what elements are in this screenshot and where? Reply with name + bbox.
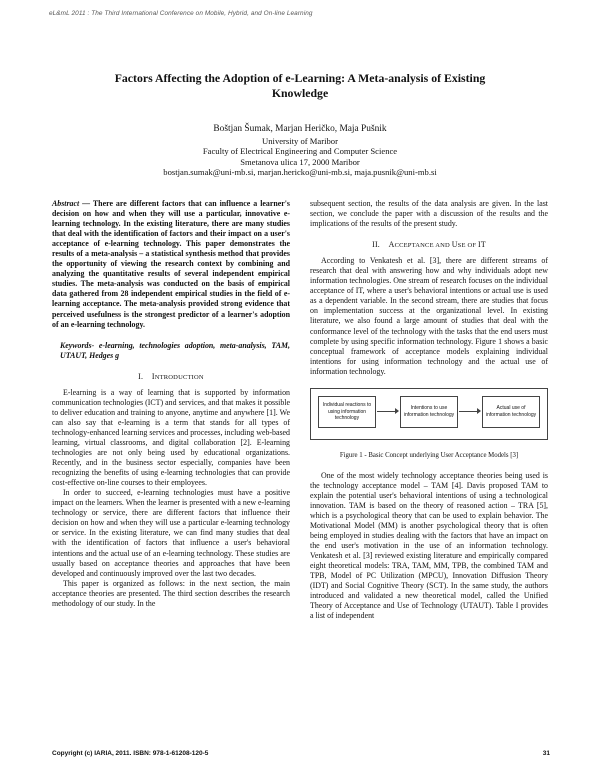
acceptance-paragraph-2: One of the most widely technology acceptance theories being used is the technology acceptance model – TAM [4]. Davis proposed TAM to explain the potential user's behavioral intentions of using a technological innovation. TAM is based on the theory of reasoned action – TRA [5], which is a psychological theory that can be used to explain behavior. The Motivational Model (MM) is another psychological theory that is often being employed in studies dealing with the factors that have an impact on the end user's motivation in the use of an information technology. Venkatesh et al. [3] reviewed existing literature and empirically compared eight theoretical models: TRA, TAM, MM, TPB, the combined TAM and TPB, Model of PC Utilization (MPCU), Innovation Diffusion Theory (IDT) and Social Cognitive Theory (SCT). In the same study, the authors introduced and validated a new theoretical model, called the Unified Theory of Acceptance and Use of Technology (UTAUT). Table I provides a list of independent — [310, 470, 548, 621]
author-emails: bostjan.sumak@uni-mb.si, marjan.hericko@uni-mb.si, maja.pusnik@uni-mb.si — [163, 167, 437, 177]
box-actual-use: Actual use of information technology — [482, 396, 540, 428]
section-title-a: A — [388, 240, 395, 250]
author-block — [60, 124, 540, 178]
arrow-reactions-to-intentions — [377, 411, 398, 412]
box-intentions-to-use: Intentions to use information technology — [400, 396, 458, 428]
intro-paragraph-1: E-learning is a way of learning that is supported by information communication technologies (ICT) and services, and that makes it possible to deliver education and training to anyone, anytime and anywhere [1]. We can also say that e-learning is a term that stands for all types of technology-enhanced learning services and processes, including web-based learning, virtual classrooms, and digital collaboration [2]. E-learning technologies are not only being used by educational organizations. Recently, and in the business sector especially, companies have been recognizing the benefits of using e-learning technologies that can provide cost-effective on-line courses to their employees. — [52, 387, 290, 488]
intro-paragraph-3: This paper is organized as follows: in the next section, the main acceptance theories are presented. The third section describes the research methodology of our study. In the — [52, 578, 290, 608]
author-names: Boštjan Šumak, Marjan Heričko, Maja Pušnik — [213, 124, 387, 134]
section-title-c: U — [451, 240, 458, 250]
figure-1-diagram — [310, 388, 548, 440]
right-column — [310, 199, 548, 622]
affiliation-address: Smetanova ulica 17, 2000 Maribor — [240, 156, 360, 167]
left-column — [52, 199, 290, 609]
title-line-2: Knowledge — [271, 86, 329, 100]
right-continuation-paragraph: subsequent section, the results of the data analysis are given. In the last section, we conclude the paper with a discussion of the results and the implications of the results of the present study. — [310, 199, 548, 229]
section-title-initial: I — [151, 371, 155, 381]
intro-paragraph-2: In order to succeed, e-learning technologies must have a positive impact on the learners. When the learner is presented with a new e-learning technology or service, there are different factors that influence their decision on how and when they will use a particular e-learning technology or service. In the existing literature, we can find many studies that deal with the identification of factors that influence a user's behavioral intentions and the actual use of an e-learning technology. These studies are usually based on acceptance theories and approaches that have been developed and continuously improved over the last two decades. — [52, 488, 291, 578]
section-heading-introduction — [52, 372, 290, 383]
abstract — [52, 199, 290, 330]
section-heading-acceptance — [310, 240, 548, 251]
affiliation-university: University of Maribor — [262, 135, 338, 146]
section-number: II. — [372, 240, 380, 250]
paper-title — [60, 71, 540, 101]
section-title-d: SE OF — [457, 242, 479, 250]
section-title-rest: NTRODUCTION — [154, 373, 204, 381]
box-individual-reactions: Individual reactions to using information technology — [318, 396, 376, 428]
section-title-b: CCEPTANCE AND — [394, 242, 452, 250]
acceptance-paragraph-1: According to Venkatesh et al. [3], there are different streams of research that deal with answering how and why individuals adopt new information technologies. One stream of research focuses on the individual acceptance of IT, where a user's behavioral intentions or actual use is used as a dependent variable. In the second stream, there are studies that focus on implementation success at the organizational level. In existing literature, we also found a large amount of studies that deal with the conformance level of the technology with the tasks that the end users must complete by using specific information technology. Figure 1 shows a basic conceptual framework of acceptance models explaining individual intentions for using information technology and the actual use of information technology. — [310, 256, 548, 376]
keywords: Keywords- e-learning, technologies adoption, meta-analysis, TAM, UTAUT, Hedges g — [60, 340, 290, 360]
title-line-1: Factors Affecting the Adoption of e-Learning: A Meta-analysis of Existing — [114, 71, 486, 85]
section-number: I. — [138, 371, 144, 381]
arrow-intentions-to-use — [459, 411, 480, 412]
figure-1-caption: Figure 1 - Basic Concept underlying User Acceptance Models [3] — [339, 451, 519, 459]
abstract-text: — There are different factors that can influence a learner's decision on how and when they will use a particular, innovative e-learning technology. In the existing literature, there are many studies that deal with the identification of factors and their impact on a user's acceptance of e-learning technology. This paper demonstrates the results of a meta-analysis – a statistical synthesis method that provides the opportunity of viewing the research context by combining and analyzing the quantitative results of several independent empirical studies. The meta-analysis was conducted on the basis of empirical data gathered from 28 independent empirical studies in the field of e-learning acceptance. The meta-analysis provided strong evidence that perceived usefulness is the strongest predictor of a learner's adoption of an e-learning technology. — [52, 199, 290, 329]
affiliation-faculty: Faculty of Electrical Engineering and Computer Science — [202, 146, 398, 156]
abstract-lead: Abstract — [52, 199, 80, 208]
footer-copyright: Copyright (c) IARIA, 2011. ISBN: 978-1-61208-120-5 — [52, 750, 209, 757]
running-header: eL&mL 2011 : The Third International Conference on Mobile, Hybrid, and On-line Learning — [49, 10, 313, 17]
page-number: 31 — [542, 750, 550, 757]
section-title-e: IT — [478, 240, 486, 250]
